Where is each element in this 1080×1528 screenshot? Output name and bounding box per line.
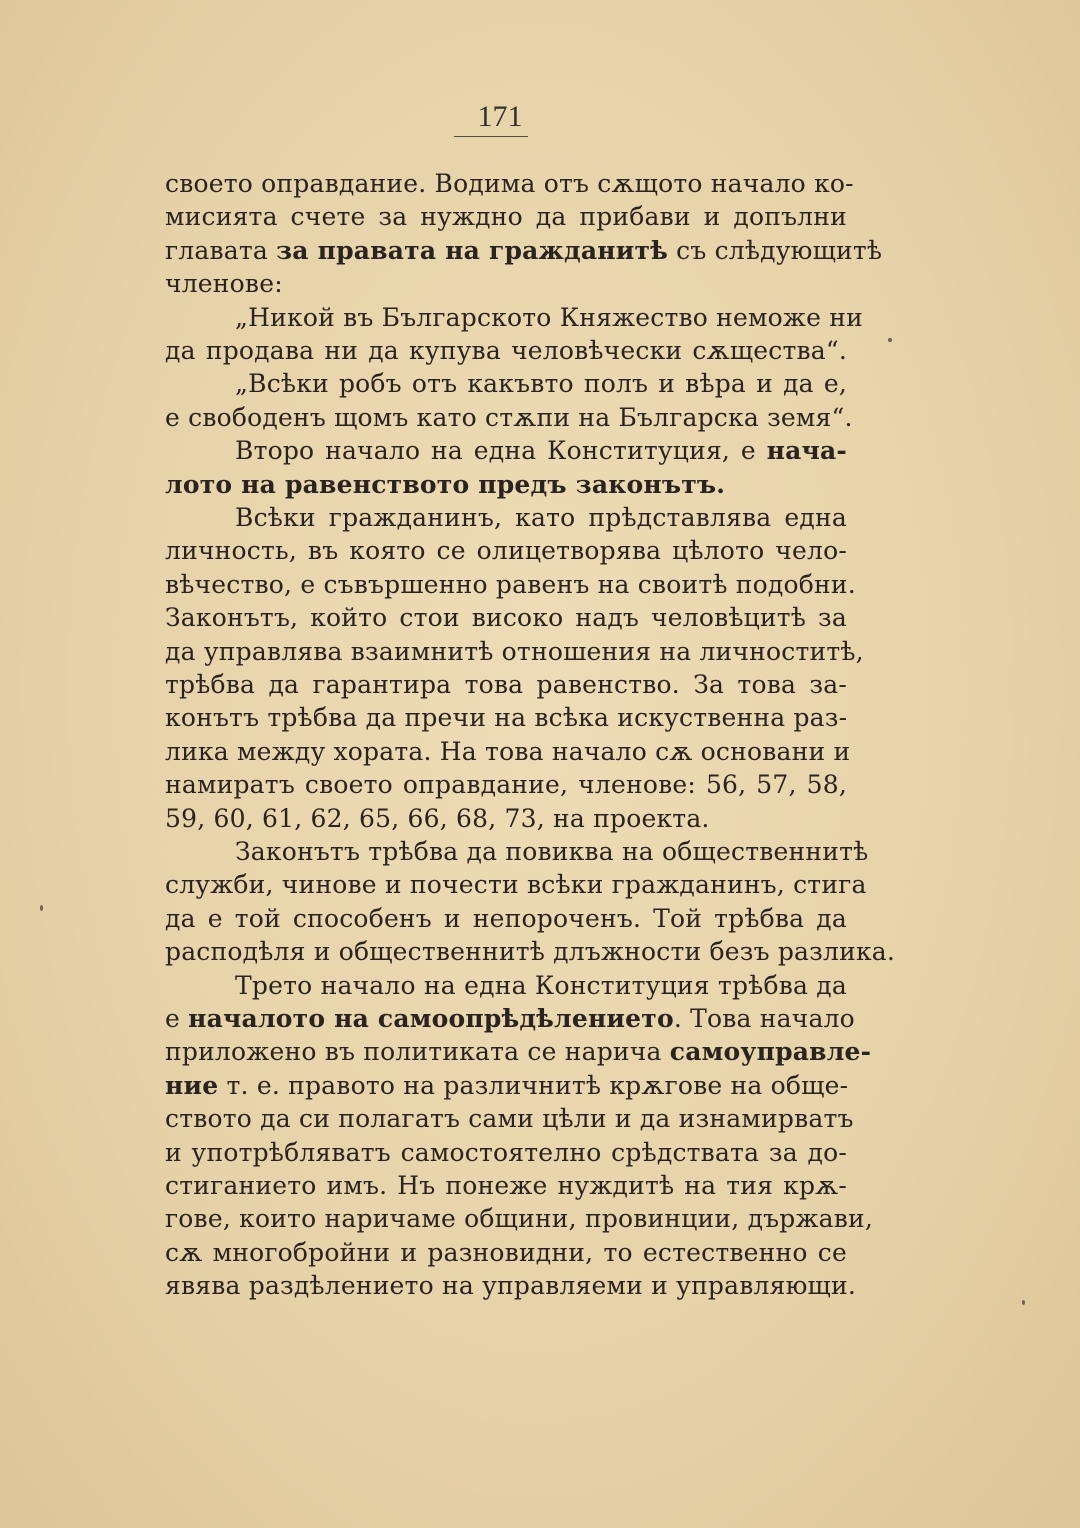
text-line (165, 199, 847, 235)
text-line (165, 600, 847, 636)
text-run: Трето начало на една Конституция трѣбва да (235, 970, 847, 1000)
print-speck (1022, 1300, 1025, 1305)
text-run: конътъ трѣбва да пречи на всѣка искуственна раз- (165, 703, 848, 733)
text-line (165, 634, 864, 670)
text-run: . Това начало (673, 1004, 855, 1033)
emphasized-text: за правата на гражданитѣ (276, 235, 668, 265)
text-line (235, 834, 869, 870)
text-line (165, 767, 847, 803)
text-run: Второ начало на една Конституция, е (235, 436, 767, 466)
text-line (165, 166, 854, 202)
text-run: Законътъ трѣбва да повиква на общественнитѣ (235, 837, 869, 866)
text-line (165, 567, 856, 603)
text-run: намиратъ своето оправдание, членове: 56, 57, 58, (165, 770, 847, 800)
text-run: лика между хората. На това начало сѫ основани и (165, 736, 851, 766)
text-line (235, 366, 847, 402)
text-run: гове, които наричаме общини, провинции, държави, (165, 1204, 874, 1234)
text-line (165, 1235, 847, 1271)
emphasized-text: самоуправле- (669, 1037, 872, 1067)
text-line (165, 667, 847, 703)
text-run: да продава ни да купува человѣчески сѫщества“. (165, 336, 847, 365)
page-number-rule (454, 136, 528, 137)
text-line (165, 400, 853, 436)
text-run: членове: (165, 269, 283, 299)
text-run: Законътъ, който стои високо надъ человѣцитѣ за (165, 603, 847, 633)
text-run: главата (165, 235, 277, 265)
text-line (165, 233, 883, 269)
text-line (165, 467, 725, 503)
emphasized-text: лото на равенството предъ законътъ. (165, 469, 726, 499)
text-run: 59, 60, 61, 62, 65, 66, 68, 73, на проекта. (165, 803, 710, 833)
text-run: приложено въ политиката се нарича (165, 1037, 670, 1067)
text-run: сѫ многобройни и разновидни, то естественно се (165, 1237, 847, 1267)
text-line (165, 1268, 856, 1304)
text-run: „Всѣки робъ отъ какъвто полъ и вѣра и да е, (235, 369, 847, 399)
text-line (165, 734, 851, 770)
text-line (165, 934, 896, 970)
text-line (165, 1201, 874, 1237)
text-line (235, 433, 847, 469)
text-line (165, 1068, 847, 1104)
text-run: да управлява взаимнитѣ отношения на личноститѣ, (165, 636, 864, 666)
text-line (165, 1101, 854, 1137)
text-line (165, 1168, 847, 1204)
text-run: е свободенъ щомъ като стѫпи на Българска земя“. (165, 402, 853, 432)
text-line (165, 801, 710, 837)
text-line (165, 901, 847, 937)
text-run: личность, въ която се олицетворява цѣлото чело- (165, 536, 847, 566)
text-run: своето оправдание. Водима отъ сѫщото начало ко- (165, 169, 854, 198)
text-run: явява раздѣлението на управляеми и управляющи. (165, 1271, 856, 1301)
text-line (235, 300, 863, 336)
text-run: т. е. правото на различнитѣ крѫгове на обще- (218, 1070, 849, 1100)
text-run: съ слѣдующитѣ (667, 235, 883, 265)
text-run: и употрѣбляватъ самостоятелно срѣдствата за до- (165, 1137, 847, 1167)
text-run: расподѣля и общественнитѣ длъжности безъ разлика. (165, 937, 896, 967)
text-line (235, 500, 847, 536)
text-run: Всѣки гражданинъ, като прѣдставлява една (235, 503, 847, 532)
text-line (165, 533, 847, 569)
page-number: 171 (477, 100, 523, 133)
emphasized-text: началото на самоопрѣдѣлението (188, 1004, 674, 1033)
text-line (165, 1034, 872, 1070)
text-run: да е той способенъ и непороченъ. Той трѣбва да (165, 903, 847, 933)
text-run: „Никой въ Българското Княжество неможе ни (235, 302, 863, 332)
text-line (165, 1001, 855, 1037)
text-line (165, 333, 847, 369)
text-run: мисията счете за нуждно да прибави и допълни (165, 202, 847, 232)
text-line (165, 867, 867, 903)
print-speck (40, 905, 43, 911)
emphasized-text: нача- (766, 436, 847, 466)
emphasized-text: ние (165, 1070, 219, 1100)
print-speck (888, 338, 892, 342)
text-line (165, 700, 847, 736)
text-run: трѣбва да гарантира това равенство. За това за- (165, 670, 847, 699)
text-line (165, 266, 283, 302)
text-line (235, 968, 847, 1004)
text-run: служби, чинове и почести всѣки гражданинъ, стига (165, 870, 867, 900)
text-run: стиганието имъ. Нъ понеже нуждитѣ на тия крѫ- (165, 1171, 847, 1200)
text-run: вѣчество, е съвършенно равенъ на своитѣ подобни. (165, 569, 856, 599)
text-run: ството да си полагатъ сами цѣли и да изнамирватъ (165, 1104, 854, 1134)
text-run: е (165, 1004, 189, 1033)
text-line (165, 1135, 847, 1171)
